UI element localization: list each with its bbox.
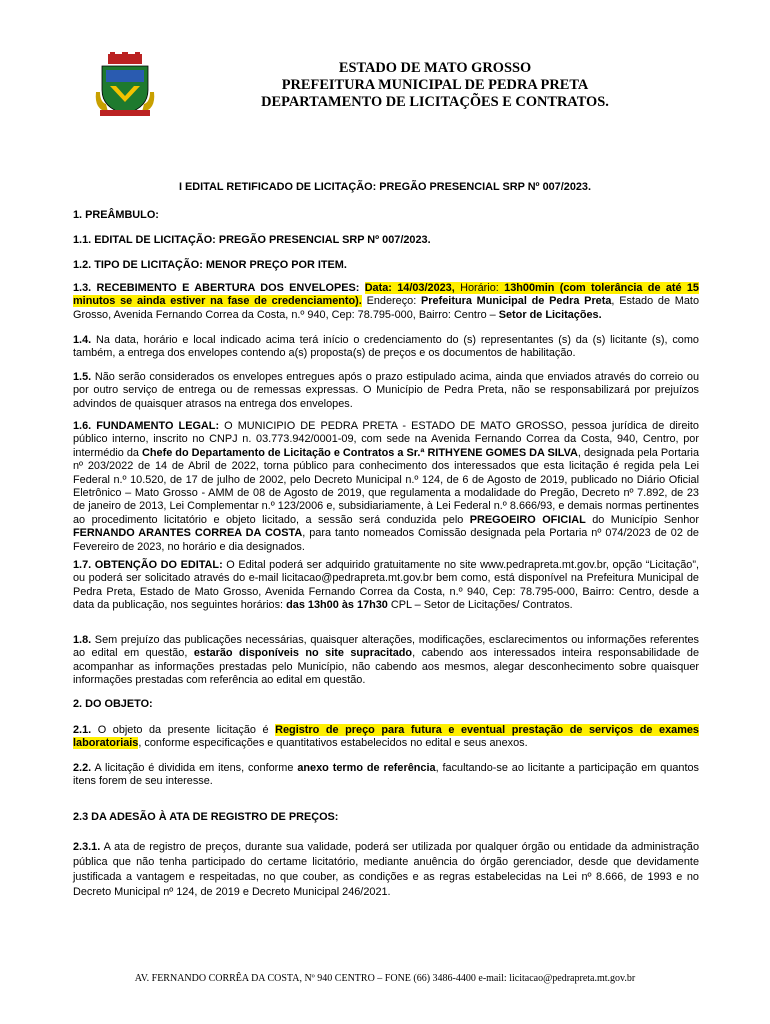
- document-title: I EDITAL RETIFICADO DE LICITAÇÃO: PREGÃO PRESENCIAL SRP Nº 007/2023.: [178, 181, 592, 193]
- s21-text-1: O objeto da presente licitação é: [91, 724, 276, 736]
- s16-text-4: , para tanto nomeados Comissão designada pela Portaria nº 074/2023 de 02 de Fevereiro de 2023, no horário e dia designados.: [73, 527, 699, 553]
- section-2-heading: 2. DO OBJETO:: [73, 698, 153, 710]
- s13-address: , Estado de Mato Grosso, Avenida Fernando Correa da Costa, n.º 940, Cep: 78.795-000, Bairro: Centro –: [73, 295, 699, 321]
- s15-label: 1.5.: [73, 371, 92, 383]
- s22-text-1: A licitação é dividida em itens, conforme: [91, 762, 298, 774]
- section-1-8: [73, 634, 699, 688]
- header-state: ESTADO DE MATO GROSSO: [338, 60, 532, 76]
- section-2-2: [73, 762, 699, 789]
- s22-text-2: , facultando-se ao licitante a participação em quantos itens forem de seu interesse.: [73, 762, 699, 788]
- s22-label: 2.2.: [73, 762, 92, 774]
- section-2-3-1: [73, 840, 699, 900]
- s16-name: FERNANDO ARANTES CORREA DA COSTA: [73, 527, 303, 540]
- s13-venue: Prefeitura Municipal de Pedra Preta: [421, 295, 612, 308]
- s16-pregoeiro: PREGOEIRO OFICIAL: [469, 513, 586, 526]
- section-1-5: [73, 371, 699, 411]
- s17-label: 1.7. OBTENÇÃO DO EDITAL:: [73, 559, 223, 571]
- s21-label: 2.1.: [73, 724, 92, 736]
- s16-text-1: O MUNICIPIO DE PEDRA PRETA - ESTADO DE MATO GROSSO, pessoa jurídica de direito público interno, inscrito no CNPJ n. 03.773.942/0001-09, com sede na Avenida Fernando Correa da Costa, 940, Centro, por intermédio da: [73, 420, 699, 459]
- s22-annex: anexo termo de referência: [297, 762, 436, 774]
- section-1-2: 1.2. TIPO DE LICITAÇÃO: MENOR PREÇO POR ITEM.: [73, 259, 347, 271]
- section-1-3: [73, 282, 699, 322]
- s13-time-label: Horário:: [454, 282, 505, 294]
- s18-site: estarão disponíveis no site supracitado: [193, 647, 413, 660]
- s231-text: A ata de registro de preços, durante sua validade, poderá ser utilizada por qualquer órgão ou entidade da administração pública que não tenha participado do certame licitatório, mediante anuência do órgão gerenciador, desde que devidamente justificada a vantagem e respeitadas, no que couber, as condições e as regras estabelecidas na Lei nº 8.666, de 1993 e no Decreto Municipal nº 124, de 2019 e Decreto Municipal 246/2021.: [73, 841, 699, 898]
- s21-object: Registro de preço para futura e eventual prestação de serviços de exames laboratoriais: [73, 724, 699, 750]
- s16-label: 1.6. FUNDAMENTO LEGAL:: [73, 420, 220, 432]
- section-1-7: [73, 559, 699, 613]
- s14-label: 1.4.: [73, 334, 92, 346]
- section-1-4: [73, 334, 699, 361]
- page-footer: AV. FERNANDO CORRÊA DA COSTA, Nº 940 CENTRO – FONE (66) 3486-4400 e-mail: licitacao@pedrapreta.mt.gov.br: [134, 973, 636, 984]
- section-1-6: [73, 420, 699, 554]
- s13-address-label: Endereço:: [361, 295, 422, 308]
- s17-text-1: O Edital poderá ser adquirido gratuitamente no site www.pedrapreta.mt.gov.br, opção “Licitação”, ou poderá ser solicitado através do e-mail licitacao@pedrapreta.mt.gov.br bem como, está disponível na Prefeitura Municipal de Pedra Preta, Estado de Mato Grosso, Avenida Fernando Correa da Costa, n.º 940, Cep: 78.795-000, Bairro: Centro, desde a data da publicação, nos seguintes horários:: [73, 559, 699, 612]
- s18-text-2: , cabendo aos interessados inteira responsabilidade de acompanhar as informações prestadas pelo Município, não cabendo aos mesmos, alegar desconhecimento sobre quaisquer informações prestadas com referência ao edital em questão.: [73, 647, 700, 687]
- section-2-3-heading: 2.3 DA ADESÃO À ATA DE REGISTRO DE PREÇOS:: [73, 811, 339, 823]
- s15-text: Não serão considerados os envelopes entregues após o prazo estipulado acima, ainda que enviados através do correio ou por outro serviço de entrega ou de remessas expressas. O Município de Pedra Preta, não se responsabilizará por prejuízos advindos de quaisquer atrasos na entrega dos envelopes.: [73, 371, 699, 410]
- section-1-heading: 1. PREÂMBULO:: [73, 209, 159, 221]
- s13-sector: Setor de Licitações.: [498, 308, 602, 321]
- s16-text-3: do Município Senhor: [585, 513, 699, 526]
- s13-date: Data: 14/03/2023,: [364, 282, 455, 294]
- s16-text-2: , designada pela Portaria nº 203/2022 de 14 de Abril de 2022, torna público para conhecimento dos interessados que esta licitação é regida pela Lei Federal n.º 10.520, de 17 de julho de 2002, pelo Decreto Municipal n.º 124, de 6 de Agosto de 2019, publicado no Diário Oficial Eletrônico – Mato Grosso - AMM de 08 de Agosto de 2019, que regulamenta a modalidade do Pregão, Decreto nº 7.892, de 23 de janeiro de 2013, Lei Complementar n.º 123/2006 e, subsidiariamente, à Lei Federal n.º 8.666/93, e demais normas pertinentes ao procedimento licitatório e objeto licitado, a sessão será conduzida pelo: [73, 446, 700, 526]
- s13-label: 1.3. RECEBIMENTO E ABERTURA DOS ENVELOPES:: [73, 282, 365, 294]
- s14-text: Na data, horário e local indicado acima terá início o credenciamento do (s) representantes (s) da (s) licitante (s), como também, a entrega dos envelopes contendo a(s) proposta(s) de preços e os documentos de habilitação.: [73, 334, 699, 360]
- s231-label: 2.3.1.: [73, 841, 101, 853]
- coat-of-arms-icon: [94, 52, 156, 118]
- s16-chief: Chefe do Departamento de Licitação e Contratos a Sr.ª RITHYENE GOMES DA SILVA: [142, 446, 578, 459]
- letterhead: [220, 60, 650, 111]
- section-1-1: 1.1. EDITAL DE LICITAÇÃO: PREGÃO PRESENCIAL SRP Nº 007/2023.: [73, 234, 431, 246]
- header-prefecture: PREFEITURA MUNICIPAL DE PEDRA PRETA: [281, 77, 589, 93]
- section-2-1: [73, 724, 699, 751]
- s13-time: 13h00min (com tolerância de até 15 minutos se ainda estiver na fase de credenciamento).: [73, 282, 699, 308]
- s17-text-2: CPL – Setor de Licitações/ Contratos.: [387, 599, 573, 612]
- header-department: DEPARTAMENTO DE LICITAÇÕES E CONTRATOS.: [261, 94, 609, 110]
- s21-text-2: , conforme especificações e quantitativos estabelecidos no edital e seus anexos.: [138, 737, 528, 750]
- s17-hours: das 13h00 às 17h30: [286, 599, 388, 612]
- s18-text-1: Sem prejuízo das publicações necessárias, quaisquer alterações, modificações, esclarecimentos ou informações referentes ao edital em questão,: [73, 634, 699, 660]
- s18-label: 1.8.: [73, 634, 92, 646]
